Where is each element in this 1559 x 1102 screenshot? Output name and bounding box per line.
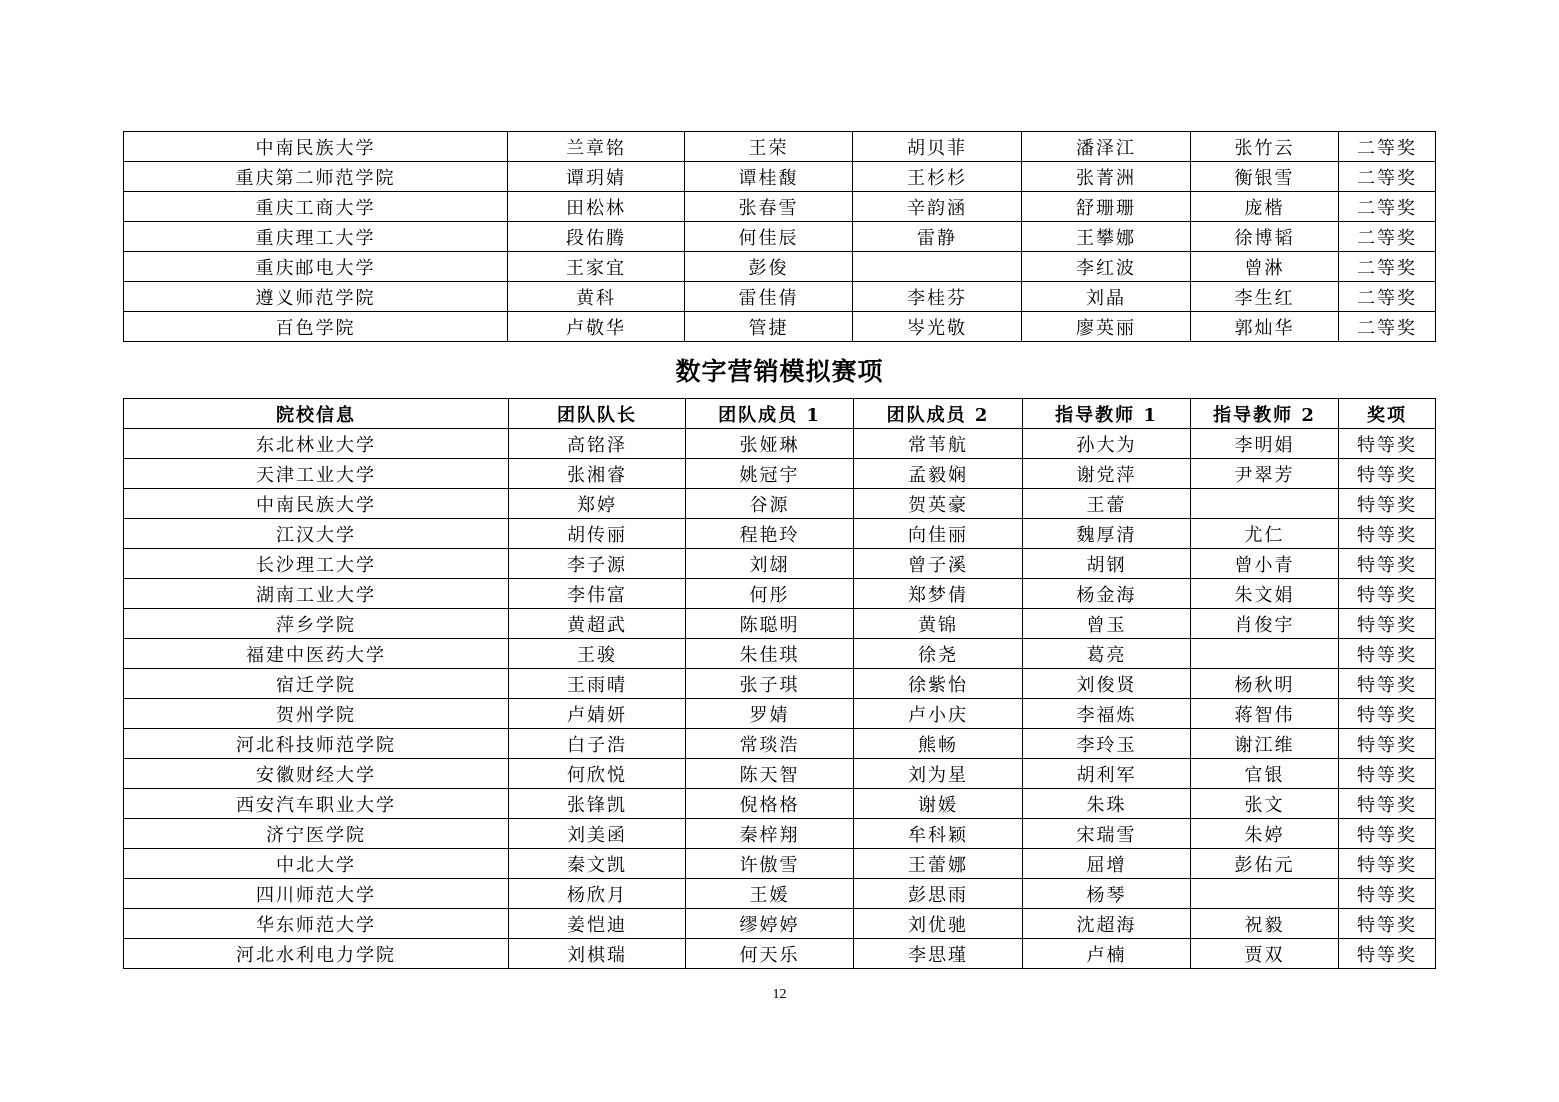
table-cell: 李福炼 xyxy=(1023,699,1191,729)
table-cell: 卢楠 xyxy=(1023,939,1191,969)
table-cell: 宋瑞雪 xyxy=(1023,819,1191,849)
table-cell: 官银 xyxy=(1191,759,1339,789)
table-cell: 刘翃 xyxy=(686,549,854,579)
table-cell: 何天乐 xyxy=(686,939,854,969)
table-cell: 常苇航 xyxy=(854,429,1023,459)
table-header-row xyxy=(124,399,1436,429)
table-cell: 卢小庆 xyxy=(854,699,1023,729)
table-row xyxy=(124,429,1436,459)
table-cell: 胡传丽 xyxy=(509,519,686,549)
table-cell: 孙大为 xyxy=(1023,429,1191,459)
table-cell: 郑婷 xyxy=(509,489,686,519)
column-header: 团队队长 xyxy=(509,399,686,429)
table-cell: 四川师范大学 xyxy=(124,879,509,909)
table-cell: 秦文凯 xyxy=(509,849,686,879)
table-cell: 沈超海 xyxy=(1023,909,1191,939)
table-cell: 张湘睿 xyxy=(509,459,686,489)
table-cell: 李桂芬 xyxy=(853,282,1022,312)
table-row xyxy=(124,759,1436,789)
table-cell: 许傲雪 xyxy=(686,849,854,879)
table-row xyxy=(124,639,1436,669)
table-cell: 廖英丽 xyxy=(1022,312,1191,342)
table-cell: 张娅琳 xyxy=(686,429,854,459)
table-cell: 魏厚清 xyxy=(1023,519,1191,549)
table-cell: 胡利军 xyxy=(1023,759,1191,789)
table-cell xyxy=(853,252,1022,282)
table-row xyxy=(124,192,1436,222)
table-cell: 王攀娜 xyxy=(1022,222,1191,252)
table-cell: 庞楷 xyxy=(1191,192,1339,222)
table-cell: 曾玉 xyxy=(1023,609,1191,639)
table-cell: 贺州学院 xyxy=(124,699,509,729)
table-cell: 郭灿华 xyxy=(1191,312,1339,342)
table-cell: 二等奖 xyxy=(1339,312,1436,342)
table-cell: 二等奖 xyxy=(1339,282,1436,312)
table-cell: 熊畅 xyxy=(854,729,1023,759)
table-cell: 尤仁 xyxy=(1191,519,1339,549)
table-row xyxy=(124,609,1436,639)
table-cell: 江汉大学 xyxy=(124,519,509,549)
table-cell: 程艳玲 xyxy=(686,519,854,549)
table-cell: 朱珠 xyxy=(1023,789,1191,819)
table-cell: 卢婧妍 xyxy=(509,699,686,729)
table-cell: 李子源 xyxy=(509,549,686,579)
table-row xyxy=(124,849,1436,879)
table-cell: 特等奖 xyxy=(1339,489,1436,519)
table-cell: 黄超武 xyxy=(509,609,686,639)
table-cell: 倪格格 xyxy=(686,789,854,819)
table-cell: 二等奖 xyxy=(1339,162,1436,192)
table-cell: 蒋智伟 xyxy=(1191,699,1339,729)
table-cell: 王骏 xyxy=(509,639,686,669)
table-row xyxy=(124,282,1436,312)
table-cell: 李红波 xyxy=(1022,252,1191,282)
table-cell: 彭佑元 xyxy=(1191,849,1339,879)
table-cell: 牟科颖 xyxy=(854,819,1023,849)
table-cell: 王雨晴 xyxy=(509,669,686,699)
table-cell: 王媛 xyxy=(686,879,854,909)
table-cell: 李生红 xyxy=(1191,282,1339,312)
table-cell: 张竹云 xyxy=(1191,132,1339,162)
table-cell: 曾子溪 xyxy=(854,549,1023,579)
table-cell: 王蕾娜 xyxy=(854,849,1023,879)
table-cell: 天津工业大学 xyxy=(124,459,509,489)
table-cell: 黄科 xyxy=(508,282,685,312)
table-cell: 雷静 xyxy=(853,222,1022,252)
table-cell: 白子浩 xyxy=(509,729,686,759)
table-cell: 刘为星 xyxy=(854,759,1023,789)
table-cell: 何欣悦 xyxy=(509,759,686,789)
table-cell: 屈增 xyxy=(1023,849,1191,879)
table-cell: 中南民族大学 xyxy=(124,132,508,162)
table-row xyxy=(124,252,1436,282)
table-cell: 特等奖 xyxy=(1339,849,1436,879)
page-number: 12 xyxy=(772,987,787,1002)
table-cell: 安徽财经大学 xyxy=(124,759,509,789)
table-cell: 曾小青 xyxy=(1191,549,1339,579)
table-cell: 重庆第二师范学院 xyxy=(124,162,508,192)
table-cell: 徐尧 xyxy=(854,639,1023,669)
table-cell: 湖南工业大学 xyxy=(124,579,509,609)
column-header: 奖项 xyxy=(1339,399,1436,429)
table-row xyxy=(124,459,1436,489)
table-cell: 王蕾 xyxy=(1023,489,1191,519)
table-cell: 卢敬华 xyxy=(508,312,685,342)
table-cell: 福建中医药大学 xyxy=(124,639,509,669)
table-cell: 中北大学 xyxy=(124,849,509,879)
table-cell: 田松林 xyxy=(508,192,685,222)
table-cell: 彭思雨 xyxy=(854,879,1023,909)
table-cell: 特等奖 xyxy=(1339,879,1436,909)
table-cell: 特等奖 xyxy=(1339,549,1436,579)
table-cell: 彭俊 xyxy=(685,252,853,282)
table-row xyxy=(124,549,1436,579)
table-cell: 李伟富 xyxy=(509,579,686,609)
table-row xyxy=(124,789,1436,819)
table-cell: 重庆工商大学 xyxy=(124,192,508,222)
table-cell: 西安汽车职业大学 xyxy=(124,789,509,819)
column-header: 指导教师 1 xyxy=(1023,399,1191,429)
table-cell: 特等奖 xyxy=(1339,819,1436,849)
table-cell: 陈聪明 xyxy=(686,609,854,639)
table-cell: 雷佳倩 xyxy=(685,282,853,312)
table-cell: 段佑腾 xyxy=(508,222,685,252)
table-cell xyxy=(1191,489,1339,519)
table-cell: 郑梦倩 xyxy=(854,579,1023,609)
table-cell: 刘美函 xyxy=(509,819,686,849)
table-cell: 祝毅 xyxy=(1191,909,1339,939)
table-cell: 张春雪 xyxy=(685,192,853,222)
continued-awards-table xyxy=(123,131,1436,342)
table-cell: 中南民族大学 xyxy=(124,489,509,519)
table-cell: 特等奖 xyxy=(1339,909,1436,939)
table-cell: 孟毅娴 xyxy=(854,459,1023,489)
table-cell: 刘晶 xyxy=(1022,282,1191,312)
table-cell: 谢江维 xyxy=(1191,729,1339,759)
table-cell: 曾淋 xyxy=(1191,252,1339,282)
table-cell: 特等奖 xyxy=(1339,459,1436,489)
table-cell: 特等奖 xyxy=(1339,789,1436,819)
table-cell: 罗婧 xyxy=(686,699,854,729)
table-cell: 姜恺迪 xyxy=(509,909,686,939)
table-cell: 二等奖 xyxy=(1339,192,1436,222)
continued-table-body xyxy=(124,132,1436,342)
table-cell: 重庆邮电大学 xyxy=(124,252,508,282)
table-cell: 谭玥婧 xyxy=(508,162,685,192)
table-cell: 东北林业大学 xyxy=(124,429,509,459)
table-cell: 李明娟 xyxy=(1191,429,1339,459)
table-cell: 缪婷婷 xyxy=(686,909,854,939)
table-cell: 黄锦 xyxy=(854,609,1023,639)
table-row xyxy=(124,579,1436,609)
table-cell: 王杉杉 xyxy=(853,162,1022,192)
digital-marketing-awards-table xyxy=(123,398,1436,969)
table-cell: 张子琪 xyxy=(686,669,854,699)
table-row xyxy=(124,519,1436,549)
table-cell: 谭桂馥 xyxy=(685,162,853,192)
table-cell: 杨金海 xyxy=(1023,579,1191,609)
table-cell: 胡钢 xyxy=(1023,549,1191,579)
table-cell: 衡银雪 xyxy=(1191,162,1339,192)
table-cell: 刘俊贤 xyxy=(1023,669,1191,699)
column-header: 团队成员 1 xyxy=(686,399,854,429)
table-cell xyxy=(1191,879,1339,909)
column-header: 团队成员 2 xyxy=(854,399,1023,429)
table-cell: 贺英豪 xyxy=(854,489,1023,519)
table-cell: 王荣 xyxy=(685,132,853,162)
table-cell: 何佳辰 xyxy=(685,222,853,252)
table-cell: 尹翠芳 xyxy=(1191,459,1339,489)
table-row xyxy=(124,939,1436,969)
table-cell: 谷源 xyxy=(686,489,854,519)
table-cell: 百色学院 xyxy=(124,312,508,342)
table-cell: 葛亮 xyxy=(1023,639,1191,669)
table-row xyxy=(124,819,1436,849)
section-title: 数字营销模拟赛项 xyxy=(675,357,884,386)
table-cell: 特等奖 xyxy=(1339,669,1436,699)
table-row xyxy=(124,879,1436,909)
table-cell: 特等奖 xyxy=(1339,639,1436,669)
table-cell: 姚冠宇 xyxy=(686,459,854,489)
table-row xyxy=(124,729,1436,759)
table-cell: 重庆理工大学 xyxy=(124,222,508,252)
table-cell: 常琰浩 xyxy=(686,729,854,759)
table-cell: 潘泽江 xyxy=(1022,132,1191,162)
table-cell: 谢党萍 xyxy=(1023,459,1191,489)
table-cell: 特等奖 xyxy=(1339,759,1436,789)
table-cell: 特等奖 xyxy=(1339,729,1436,759)
table-cell: 朱文娟 xyxy=(1191,579,1339,609)
column-header: 指导教师 2 xyxy=(1191,399,1339,429)
table-cell: 李思瑾 xyxy=(854,939,1023,969)
table-cell: 济宁医学院 xyxy=(124,819,509,849)
table-cell: 秦梓翔 xyxy=(686,819,854,849)
table-cell: 胡贝菲 xyxy=(853,132,1022,162)
table-cell: 舒珊珊 xyxy=(1022,192,1191,222)
table-cell: 谢媛 xyxy=(854,789,1023,819)
table-cell: 二等奖 xyxy=(1339,252,1436,282)
table-cell: 长沙理工大学 xyxy=(124,549,509,579)
table-cell: 杨欣月 xyxy=(509,879,686,909)
table-cell: 朱婷 xyxy=(1191,819,1339,849)
table-cell: 徐紫怡 xyxy=(854,669,1023,699)
table-cell: 二等奖 xyxy=(1339,132,1436,162)
table-cell: 河北科技师范学院 xyxy=(124,729,509,759)
table-cell: 向佳丽 xyxy=(854,519,1023,549)
table-cell: 宿迁学院 xyxy=(124,669,509,699)
table-cell: 特等奖 xyxy=(1339,519,1436,549)
table-cell: 杨琴 xyxy=(1023,879,1191,909)
table-cell: 高铭泽 xyxy=(509,429,686,459)
table-row xyxy=(124,162,1436,192)
table-row xyxy=(124,699,1436,729)
table-cell: 华东师范大学 xyxy=(124,909,509,939)
table-cell: 兰章铭 xyxy=(508,132,685,162)
table-cell: 遵义师范学院 xyxy=(124,282,508,312)
table-cell: 特等奖 xyxy=(1339,699,1436,729)
table-row xyxy=(124,669,1436,699)
table-cell: 特等奖 xyxy=(1339,429,1436,459)
table-cell xyxy=(1191,639,1339,669)
table-cell: 特等奖 xyxy=(1339,939,1436,969)
table-cell: 张菁洲 xyxy=(1022,162,1191,192)
table-row xyxy=(124,222,1436,252)
table-cell: 岑光敬 xyxy=(853,312,1022,342)
table-cell: 特等奖 xyxy=(1339,579,1436,609)
table-cell: 二等奖 xyxy=(1339,222,1436,252)
column-header: 院校信息 xyxy=(124,399,509,429)
table-cell: 张锋凯 xyxy=(509,789,686,819)
table-cell: 刘优驰 xyxy=(854,909,1023,939)
table-cell: 徐博韬 xyxy=(1191,222,1339,252)
table-cell: 贾双 xyxy=(1191,939,1339,969)
table-cell: 陈天智 xyxy=(686,759,854,789)
table-cell: 河北水利电力学院 xyxy=(124,939,509,969)
table-row xyxy=(124,489,1436,519)
table-cell: 萍乡学院 xyxy=(124,609,509,639)
awards-table-body xyxy=(124,429,1436,969)
table-row xyxy=(124,909,1436,939)
table-cell: 何彤 xyxy=(686,579,854,609)
table-cell: 刘棋瑞 xyxy=(509,939,686,969)
table-cell: 特等奖 xyxy=(1339,609,1436,639)
table-row xyxy=(124,132,1436,162)
table-cell: 张文 xyxy=(1191,789,1339,819)
table-cell: 王家宜 xyxy=(508,252,685,282)
table-row xyxy=(124,312,1436,342)
table-cell: 李玲玉 xyxy=(1023,729,1191,759)
table-cell: 肖俊宇 xyxy=(1191,609,1339,639)
table-cell: 杨秋明 xyxy=(1191,669,1339,699)
table-cell: 朱佳琪 xyxy=(686,639,854,669)
table-cell: 辛韵涵 xyxy=(853,192,1022,222)
table-cell: 管捷 xyxy=(685,312,853,342)
